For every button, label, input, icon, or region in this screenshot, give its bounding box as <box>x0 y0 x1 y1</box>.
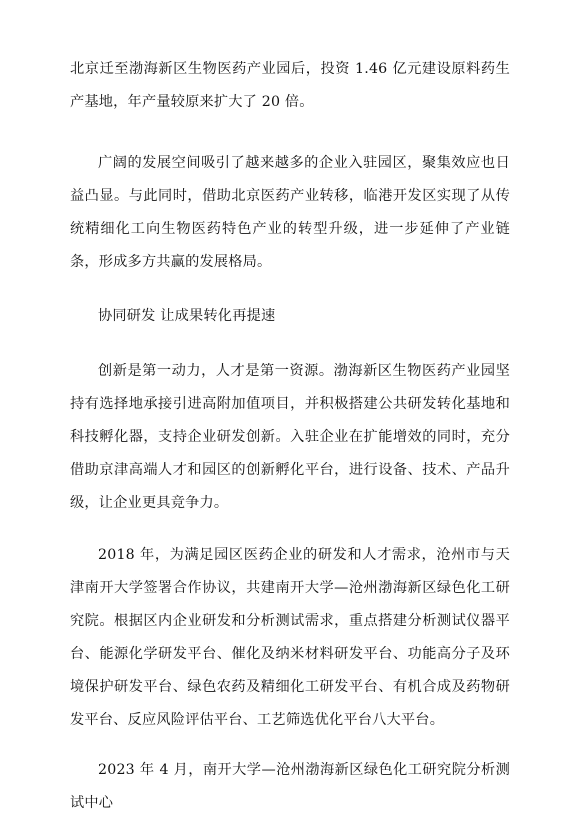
paragraph-1: 北京迁至渤海新区生物医药产业园后，投资 1.46 亿元建设原料药生产基地，年产量较原来扩大了 20 倍。 <box>70 61 510 110</box>
paragraph-5: 2023 年 4 月，南开大学—沧州渤海新区绿色化工研究院分析测试中心 <box>70 762 510 811</box>
paragraph-2: 广阔的发展空间吸引了越来越多的企业入驻园区，聚集效应也日益凸显。与此同时，借助北京医药产业转移，临港开发区实现了从传统精细化工向生物医药特色产业的转型升级，进一步延伸了产业链条，形成多方共赢的发展格局。 <box>70 155 510 270</box>
paragraph-4: 2018 年，为满足园区医药企业的研发和人才需求，沧州市与天津南开大学签署合作协议，共建南开大学—沧州渤海新区绿色化工研究院。根据区内企业研发和分析测试需求，重点搭建分析测试仪器平台、能源化学研发平台、催化及纳米材料研发平台、功能高分子及环境保护研发平台、绿色农药及精细化工研发平台、有机合成及药物研发平台、反应风险评估平台、工艺筛选优化平台八大平台。 <box>70 547 510 728</box>
section-heading: 协同研发 让成果转化再提速 <box>98 308 276 324</box>
paragraph-3: 创新是第一动力，人才是第一资源。渤海新区生物医药产业园坚持有选择地承接引进高附加值项目，并积极搭建公共研发转化基地和科技孵化器，支持企业研发创新。入驻企业在扩能增效的同时，充分借助京津高端人才和园区的创新孵化平台，进行设备、技术、产品升级，让企业更具竞争力。 <box>70 363 510 511</box>
